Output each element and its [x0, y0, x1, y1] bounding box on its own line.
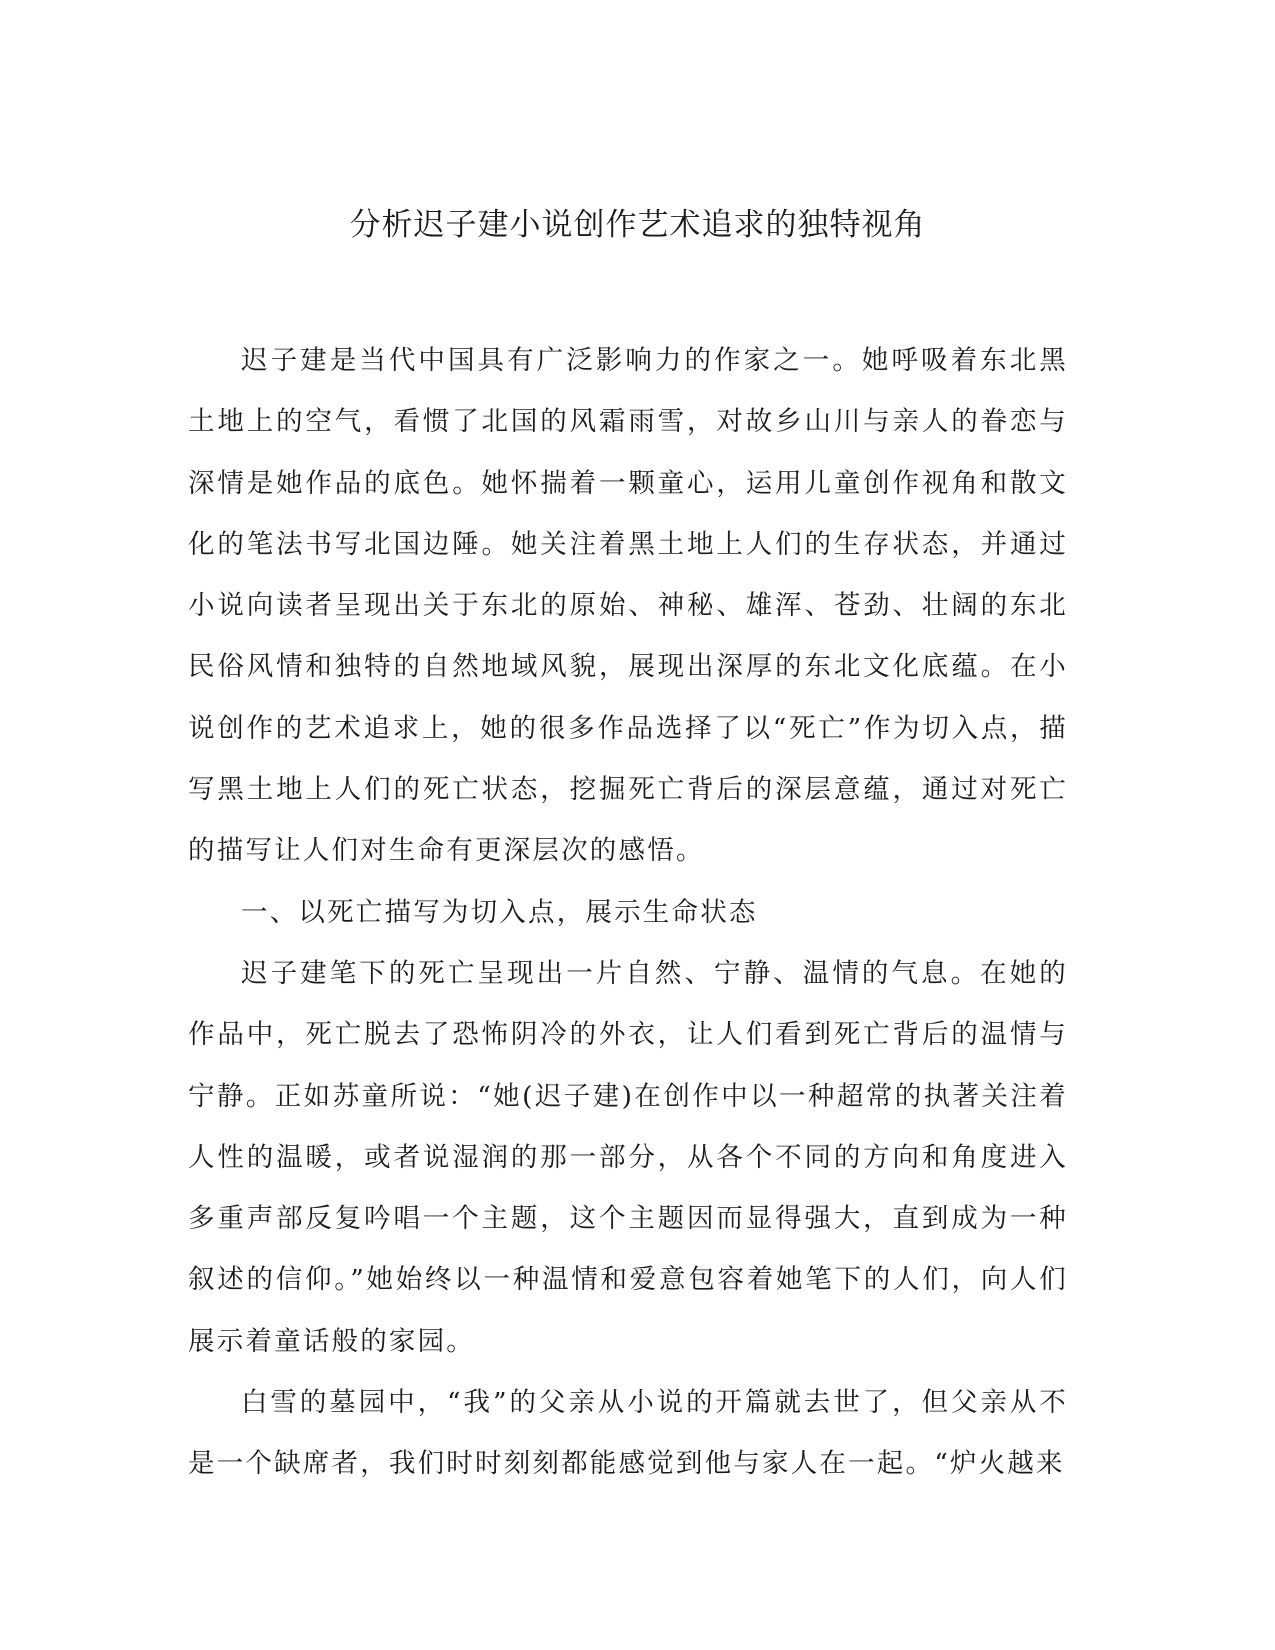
paragraph-death-depiction: 迟子建笔下的死亡呈现出一片自然、宁静、温情的气息。在她的作品中，死亡脱去了恐怖阴冷的外衣，让人们看到死亡背后的温情与宁静。正如苏童所说：“她(迟子建)在创作中以一种超常的执著关注着人性的温暖，或者说湿润的那一部分，从各个不同的方向和角度进入多重声部反复吟唱一个主题，这个主题因而显得强大，直到成为一种叙述的信仰。”她始终以一种温情和爱意包容着她笔下的人们，向人们展示着童话般的家园。: [188, 957, 1068, 1357]
document-title: 分析迟子建小说创作艺术追求的独特视角: [349, 207, 926, 243]
paragraph-intro: 迟子建是当代中国具有广泛影响力的作家之一。她呼吸着东北黑土地上的空气，看惯了北国的风霜雨雪，对故乡山川与亲人的眷恋与深情是她作品的底色。她怀揣着一颗童心，运用儿童创作视角和散文化的笔法书写北国边陲。她关注着黑土地上人们的生存状态，并通过小说向读者呈现出关于东北的原始、神秘、雄浑、苍劲、壮阔的东北民俗风情和独特的自然地域风貌，展现出深厚的东北文化底蕴。在小说创作的艺术追求上，她的很多作品选择了以“死亡”作为切入点，描写黑土地上人们的死亡状态，挖掘死亡背后的深层意蕴，通过对死亡的描写让人们对生命有更深层次的感悟。: [188, 345, 1068, 867]
section-heading: 一、以死亡描写为切入点，展示生命状态: [241, 896, 758, 928]
document-body: [188, 330, 1068, 1495]
paragraph-white-snow-cemetery: 白雪的墓园中，“我”的父亲从小说的开篇就去世了，但父亲从不是一个缺席者，我们时时刻刻都能感觉到他与家人在一起。“炉火越来: [188, 1387, 1068, 1480]
